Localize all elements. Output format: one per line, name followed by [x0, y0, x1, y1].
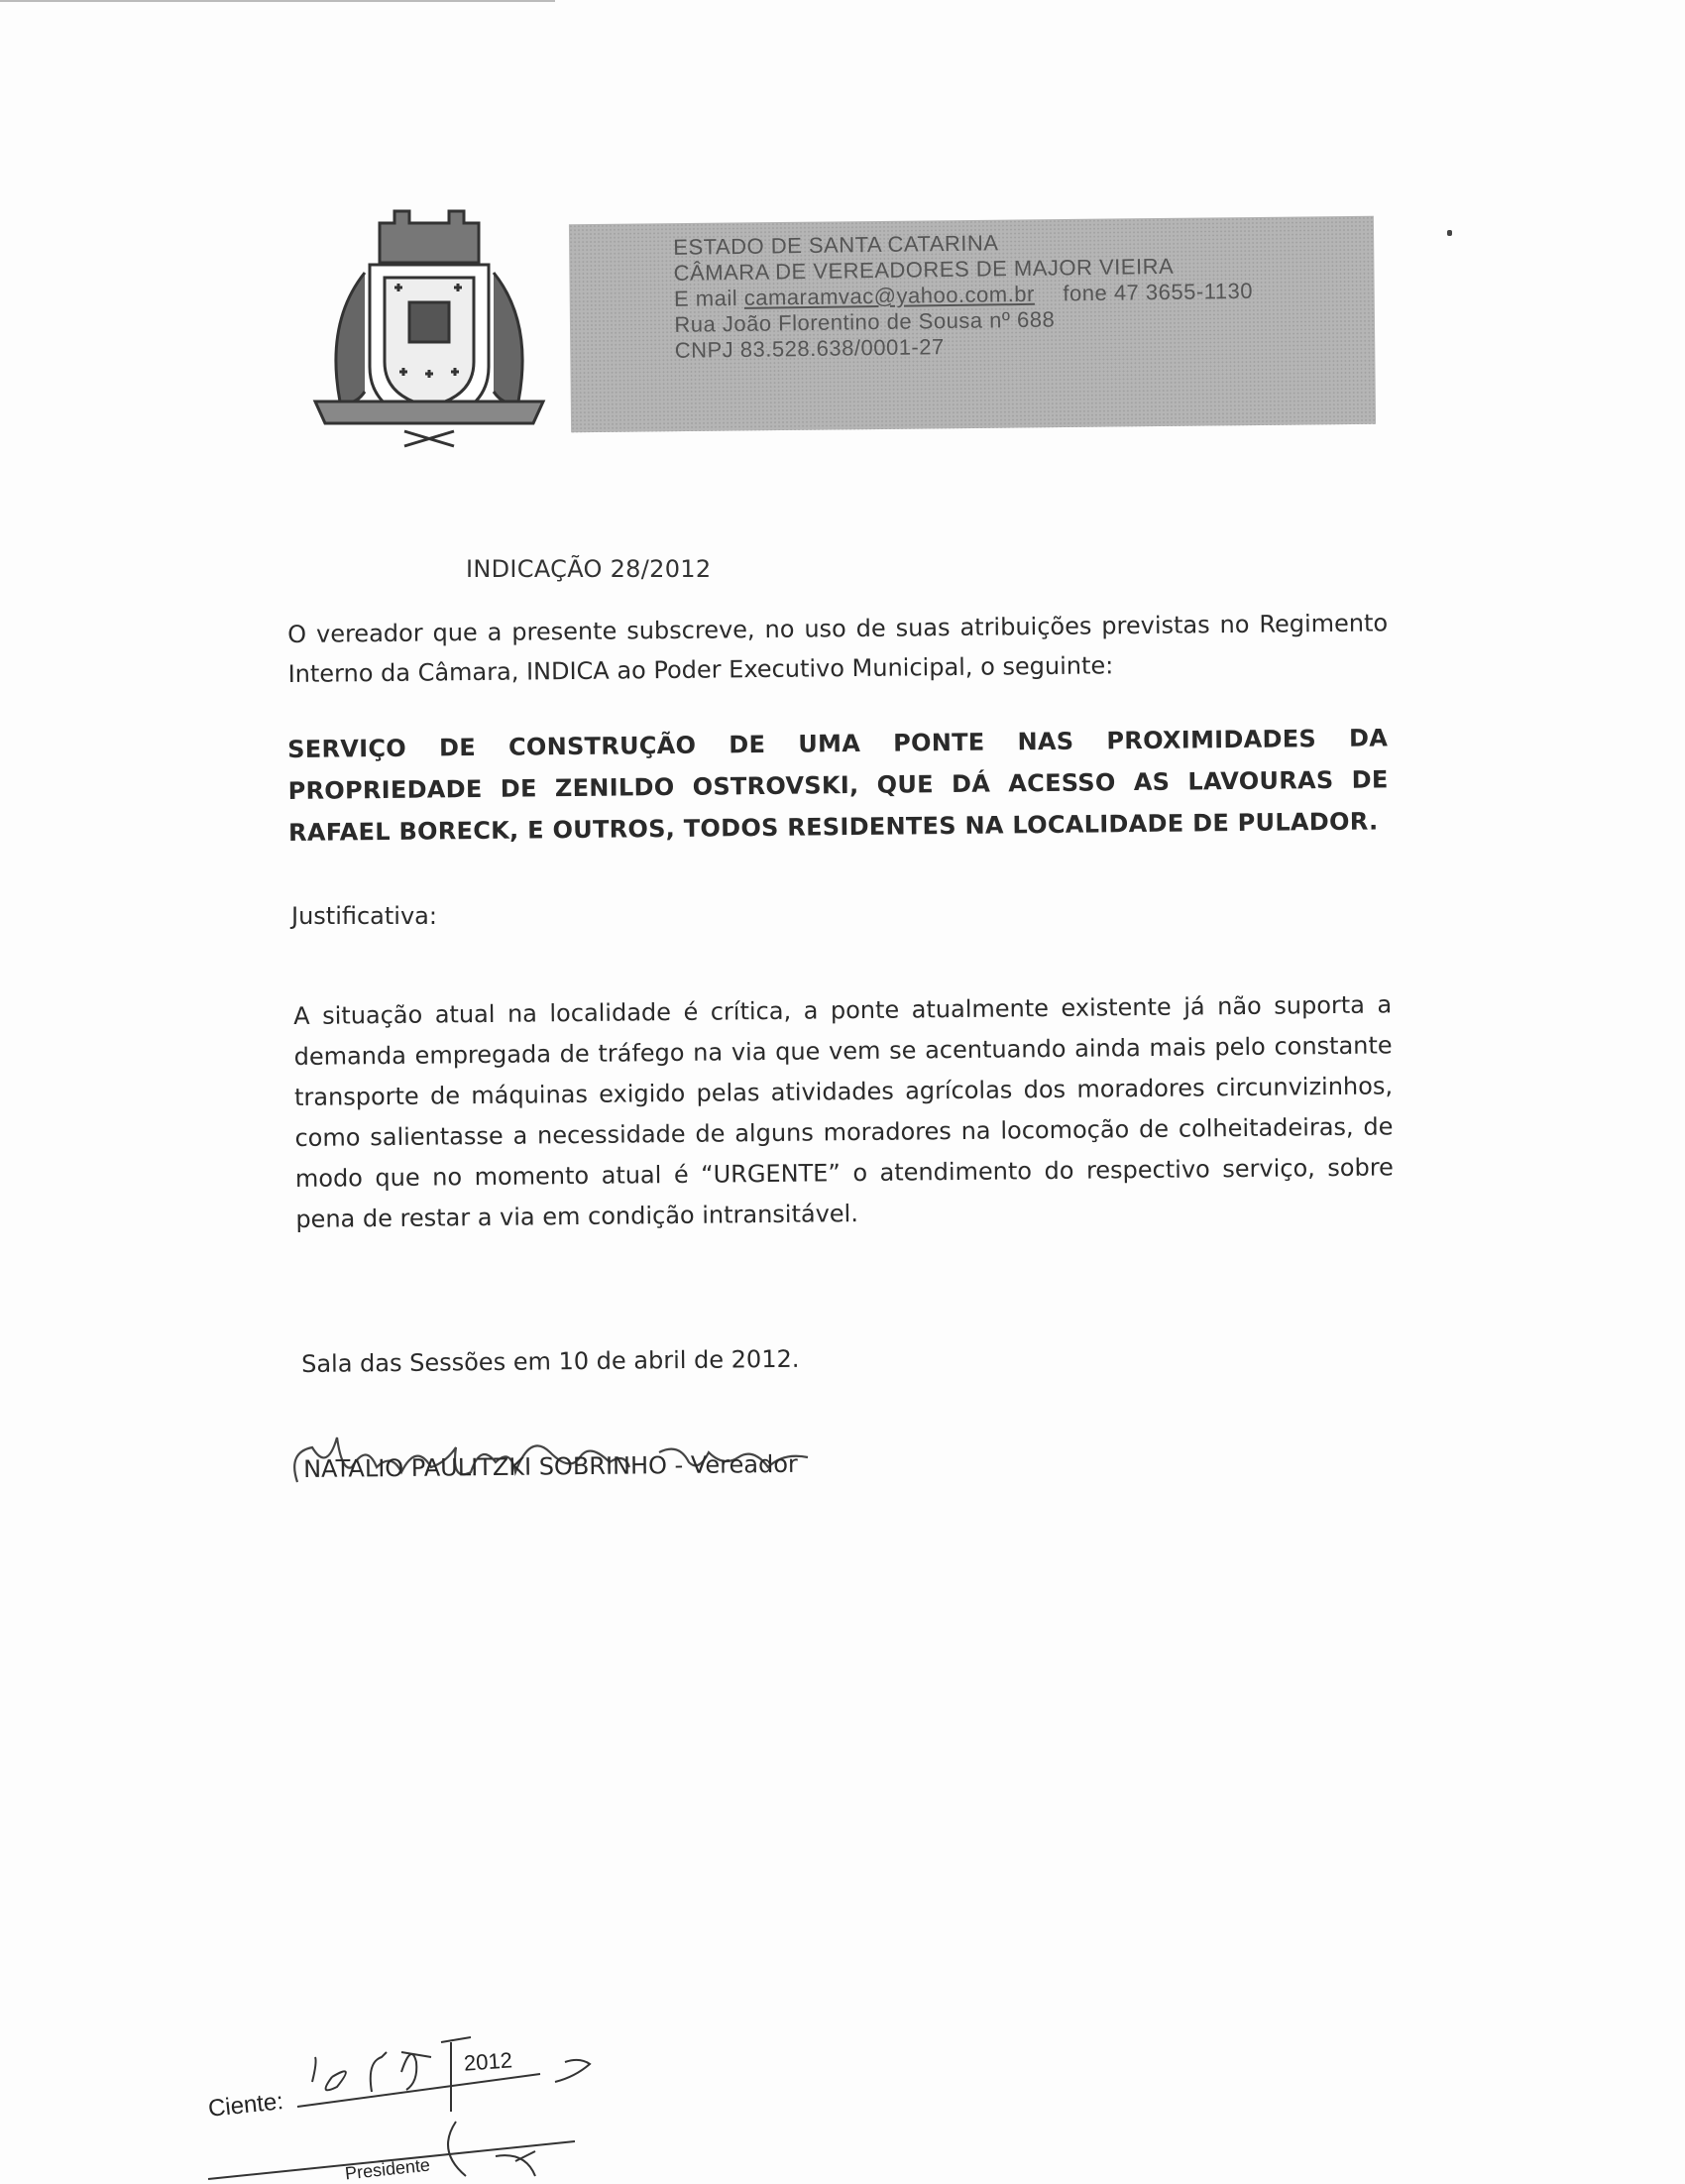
email-link[interactable]: camaramvac@yahoo.com.br [743, 281, 1035, 310]
scan-edge-line [0, 0, 555, 2]
letterhead-cnpj: CNPJ 83.528.638/0001-27 [674, 334, 945, 363]
ciente-label: Ciente: [206, 2088, 285, 2123]
intro-paragraph: O vereador que a presente subscreve, no uso de suas atribuições previstas no Regimento Interno da Câmara, INDICA ao Poder Executivo Municipal, o seguinte: [287, 609, 1389, 688]
phone-number: fone 47 3655-1130 [1063, 278, 1254, 306]
subject-paragraph: SERVIÇO DE CONSTRUÇÃO DE UMA PONTE NAS PROXIMIDADES DA PROPRIEDADE DE ZENILDO OSTROVSKI, QUE DÁ ACESSO AS LAVOURAS DE RAFAEL BORECK, E OUTROS, TODOS RESIDENTES NA LOCALIDADE DE PULADOR. [287, 724, 1389, 847]
closing-date: Sala das Sessões em 10 de abril de 2012. [301, 1344, 800, 1378]
letterhead [673, 225, 1369, 364]
signer-name: NATALIO PAULITZKI SOBRINHO - Vereador [303, 1449, 798, 1483]
email-label: E mail [673, 285, 738, 311]
presidente-label: Presidente [344, 2154, 431, 2184]
municipal-crest-icon [295, 203, 563, 451]
document-title: INDICAÇÃO 28/2012 [466, 555, 712, 583]
scan-speck [1447, 230, 1452, 236]
letterhead-address: Rua João Florentino de Sousa nº 688 [674, 306, 1056, 337]
justification-label: Justificativa: [291, 902, 437, 930]
letterhead-state: ESTADO DE SANTA CATARINA [673, 230, 999, 260]
letterhead-chamber: CÂMARA DE VEREADORES DE MAJOR VIEIRA [673, 253, 1175, 286]
justification-paragraph: A situação atual na localidade é crítica, a ponte atualmente existente já não suporta a demanda empregada de tráfego na via que vem se acentuando ainda mais pelo constante transporte de máquinas exigido pelas atividades agrícolas dos moradores circunvizinhos, como salientasse a necessidade de alguns moradores na locomoção de colheitadeiras, de modo que no momento atual é “URGENTE” o atendimento do respectivo serviço, sobre pena de restar a via em condição intransitável. [293, 990, 1395, 1233]
ciente-year: 2012 [463, 2047, 513, 2076]
